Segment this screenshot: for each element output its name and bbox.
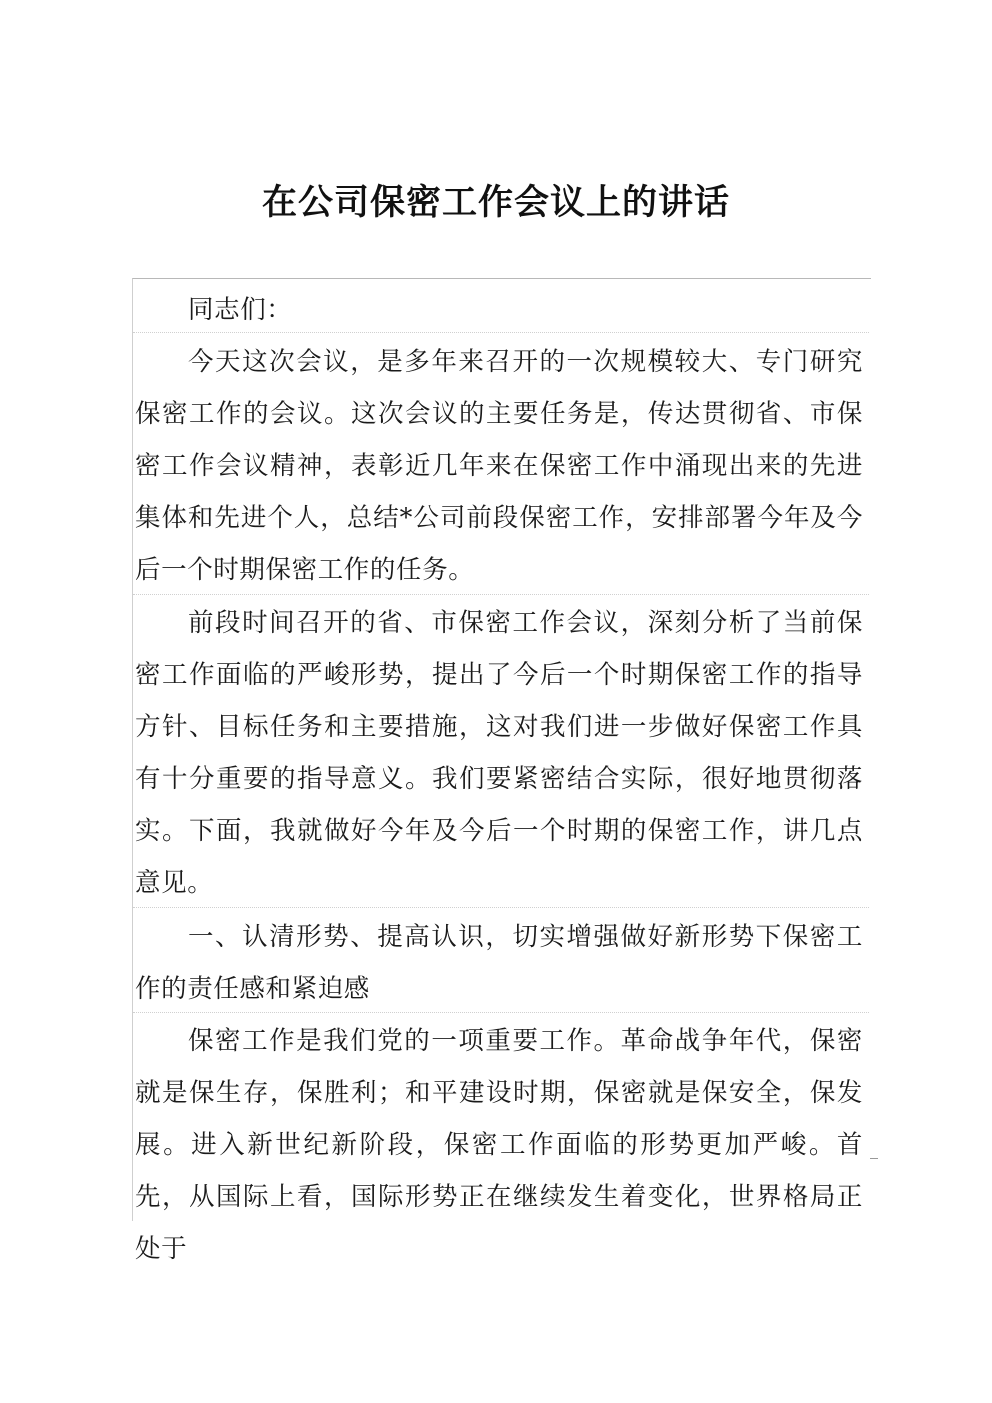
paragraph-intro: 今天这次会议，是多年来召开的一次规模较大、专门研究保密工作的会议。这次会议的主要任务是，传达贯彻省、市保密工作会议精神，表彰近几年来在保密工作中涌现出来的先进集体和先进个人，总结*公司前段保密工作，安排部署今年及今后一个时期保密工作的任务。 xyxy=(135,347,863,585)
margin-mark xyxy=(870,1158,878,1159)
paragraph-divider xyxy=(133,594,869,595)
paragraph-divider xyxy=(133,332,869,333)
paragraph-divider xyxy=(133,907,869,908)
salutation: 同志们： xyxy=(188,295,293,325)
document-title: 在公司保密工作会议上的讲话 xyxy=(261,182,730,223)
paragraph-divider xyxy=(133,1012,869,1013)
section-heading-1: 一、认清形势、提高认识，切实增强做好新形势下保密工作的责任感和紧迫感 xyxy=(135,922,863,1004)
paragraph-context: 前段时间召开的省、市保密工作会议，深刻分析了当前保密工作面临的严峻形势，提出了今后一个时期保密工作的指导方针、目标任务和主要措施，这对我们进一步做好保密工作具有十分重要的指导意义。我们要紧密结合实际，很好地贯彻落实。下面，我就做好今年及今后一个时期的保密工作，讲几点意见。 xyxy=(135,608,863,898)
paragraph-section-1-body: 保密工作是我们党的一项重要工作。革命战争年代，保密就是保生存，保胜利；和平建设时期，保密就是保安全，保发展。进入新世纪新阶段，保密工作面临的形势更加严峻。首先，从国际上看，国际形势正在继续发生着变化，世界格局正处于 xyxy=(135,1026,863,1264)
